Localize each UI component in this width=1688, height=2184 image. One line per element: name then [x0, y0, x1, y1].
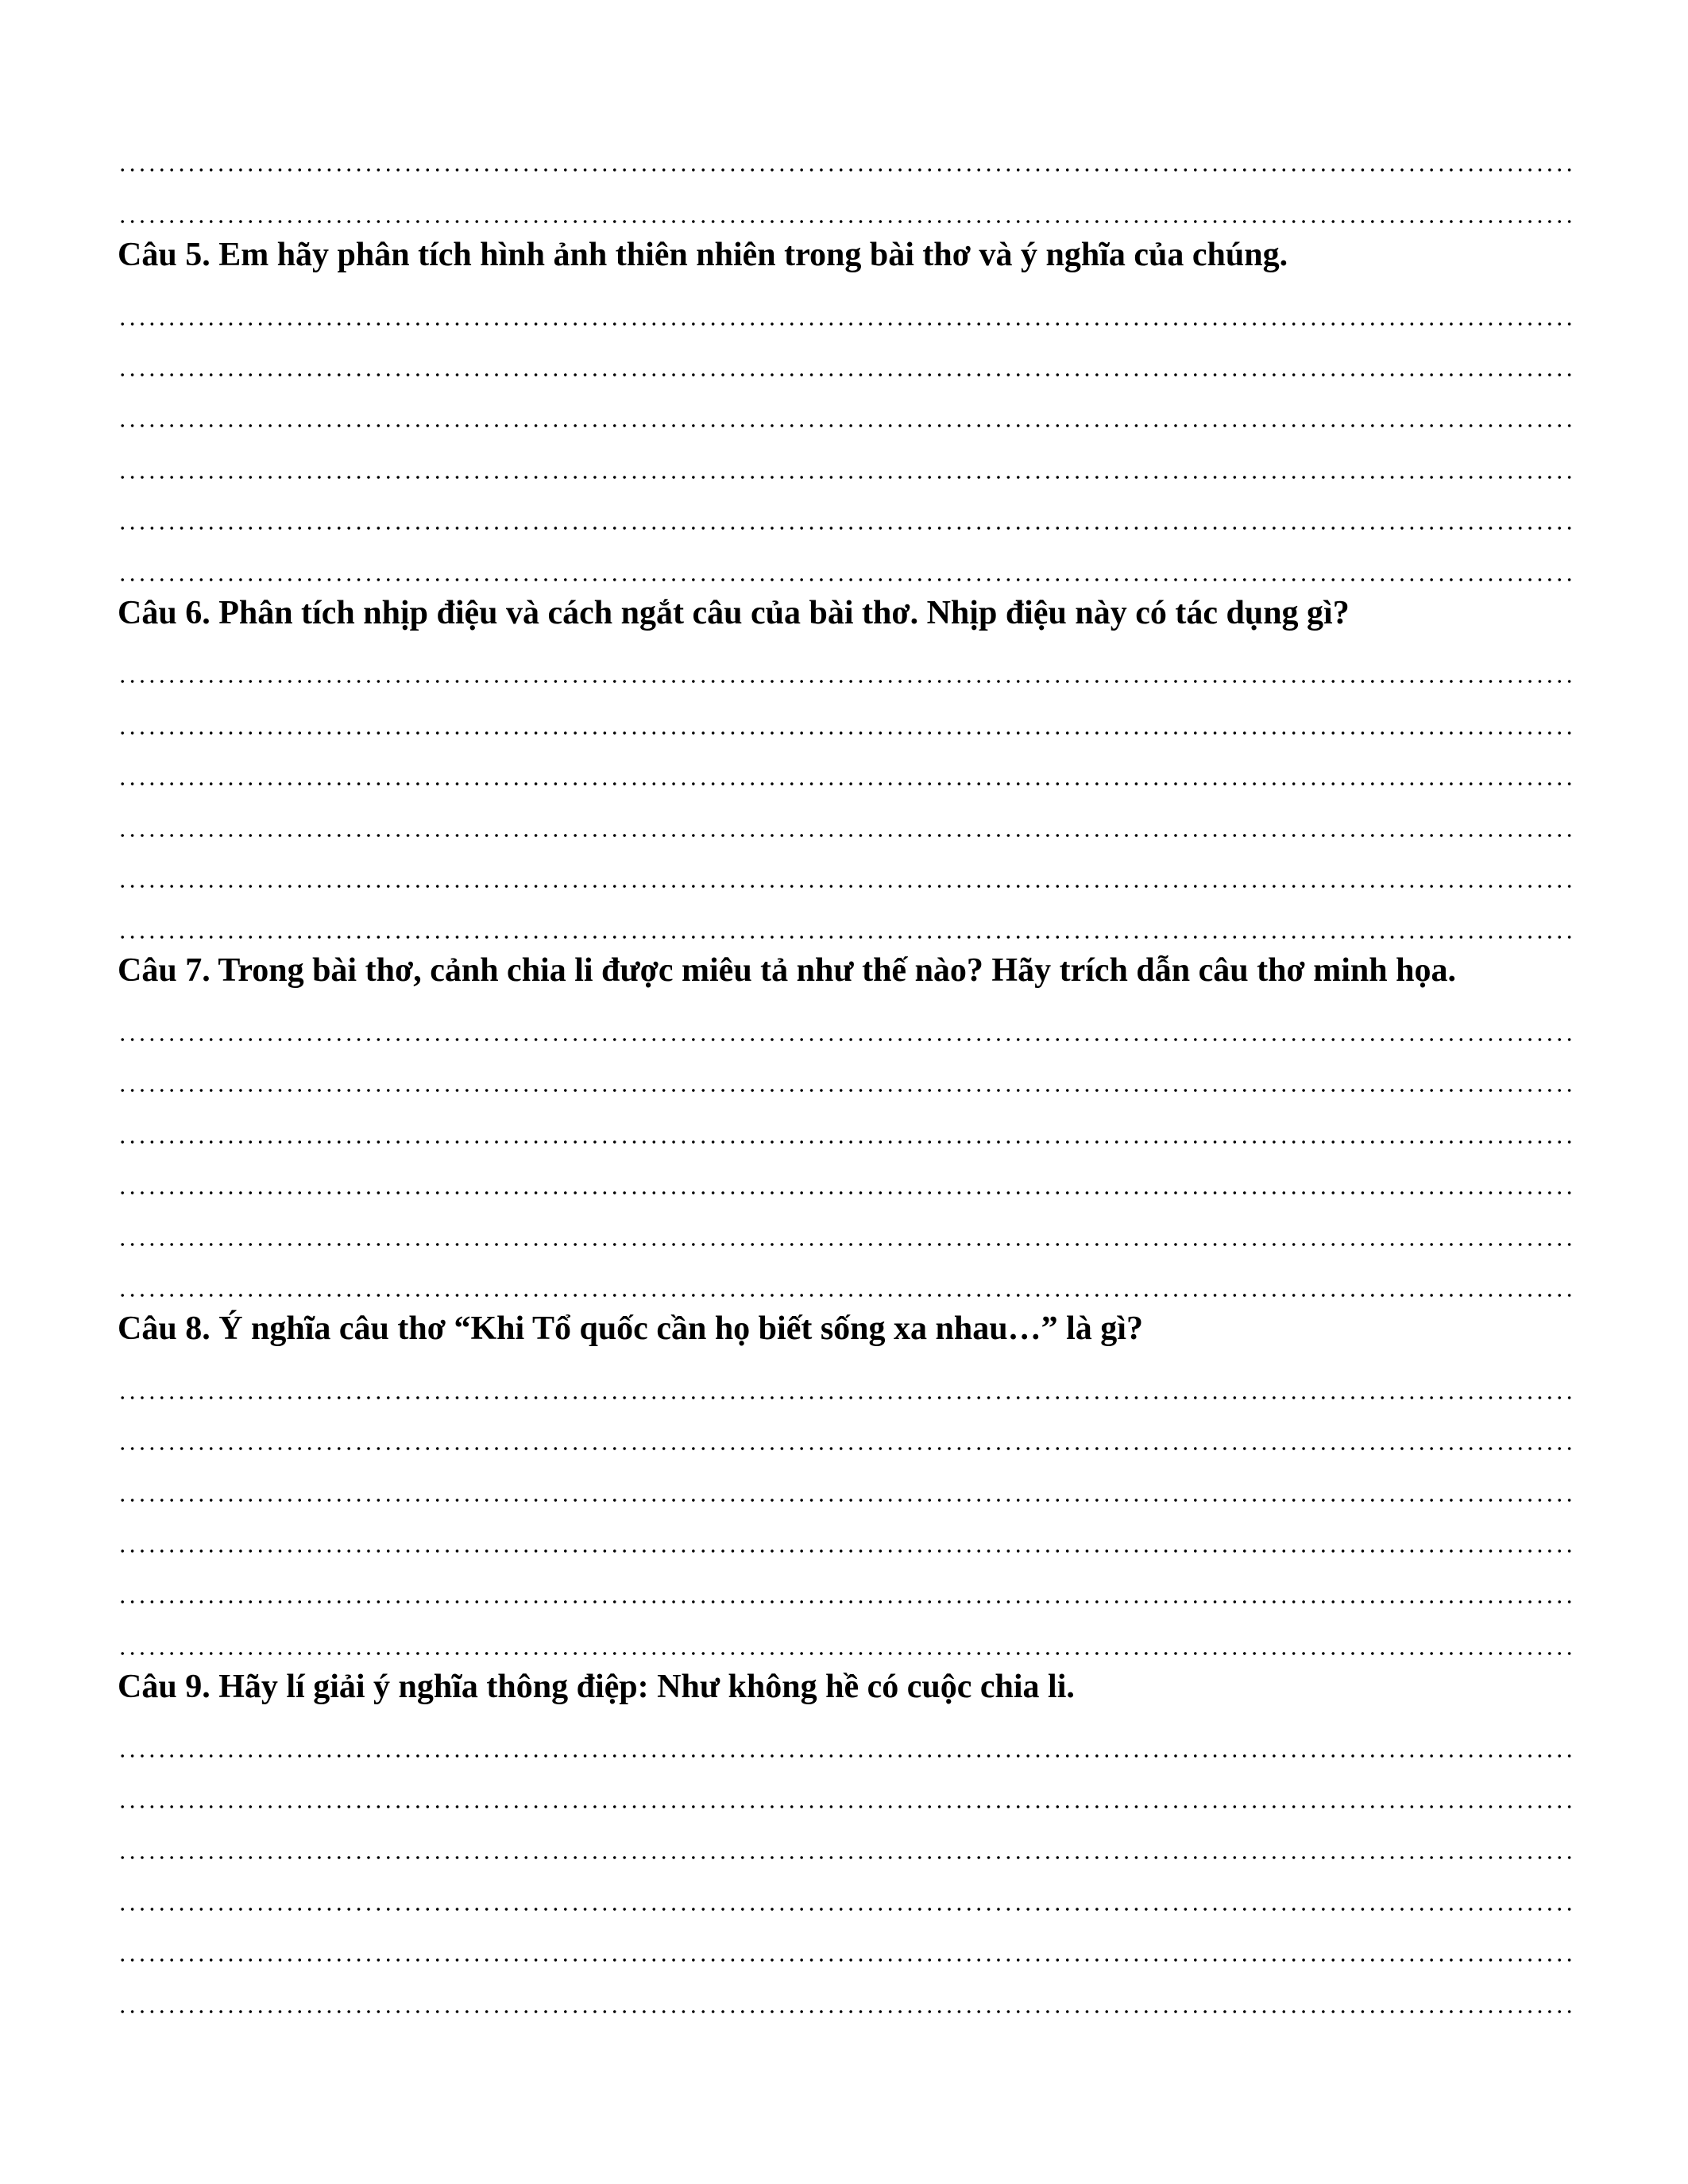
answer-line[interactable] [118, 639, 1573, 689]
answer-line[interactable] [118, 127, 1573, 178]
answer-line[interactable] [118, 689, 1573, 740]
answer-line[interactable] [118, 1354, 1573, 1405]
answer-line[interactable] [118, 894, 1573, 945]
worksheet-page [118, 127, 1573, 2020]
answer-line[interactable] [118, 383, 1573, 434]
answer-line[interactable] [118, 1917, 1573, 1968]
answer-line[interactable] [118, 178, 1573, 229]
question-6-text: Câu 6. Phân tích nhịp điệu và cách ngắt câu của bài thơ. Nhịp điệu này có tác dụng gì? [118, 594, 1350, 631]
answer-line[interactable] [118, 1201, 1573, 1252]
answer-lines-previous [118, 127, 1573, 230]
answer-line[interactable] [118, 1866, 1573, 1916]
question-block-5 [118, 230, 1573, 588]
answer-line[interactable] [118, 1968, 1573, 2019]
question-block-8 [118, 1303, 1573, 1661]
answer-line[interactable] [118, 741, 1573, 792]
answer-line[interactable] [118, 1150, 1573, 1201]
answer-line[interactable] [118, 536, 1573, 587]
answer-line[interactable] [118, 434, 1573, 484]
answer-line[interactable] [118, 1098, 1573, 1149]
answer-line[interactable] [118, 1610, 1573, 1661]
question-block-7 [118, 945, 1573, 1303]
answer-line[interactable] [118, 792, 1573, 843]
answer-line[interactable] [118, 1252, 1573, 1303]
answer-line[interactable] [118, 280, 1573, 331]
question-7-text: Câu 7. Trong bài thơ, cảnh chia li được miêu tả như thế nào? Hãy trích dẫn câu thơ minh họa. [118, 952, 1456, 990]
answer-line[interactable] [118, 1457, 1573, 1507]
answer-line[interactable] [118, 1712, 1573, 1763]
answer-line[interactable] [118, 1815, 1573, 1866]
answer-line[interactable] [118, 1048, 1573, 1098]
question-5-text: Câu 5. Em hãy phân tích hình ảnh thiên nhiên trong bài thơ và ý nghĩa của chúng. [118, 236, 1288, 273]
question-block-9 [118, 1661, 1573, 2020]
answer-line[interactable] [118, 1406, 1573, 1457]
question-9-text: Câu 9. Hãy lí giải ý nghĩa thông điệp: Như không hề có cuộc chia li. [118, 1668, 1075, 1705]
answer-line[interactable] [118, 1764, 1573, 1815]
question-8-text: Câu 8. Ý nghĩa câu thơ “Khi Tổ quốc cần họ biết sống xa nhau…” là gì? [118, 1310, 1143, 1348]
answer-line[interactable] [118, 1508, 1573, 1559]
answer-line[interactable] [118, 332, 1573, 383]
answer-line[interactable] [118, 843, 1573, 894]
question-block-6 [118, 588, 1573, 946]
answer-line[interactable] [118, 485, 1573, 536]
answer-line[interactable] [118, 997, 1573, 1048]
answer-line[interactable] [118, 1559, 1573, 1610]
